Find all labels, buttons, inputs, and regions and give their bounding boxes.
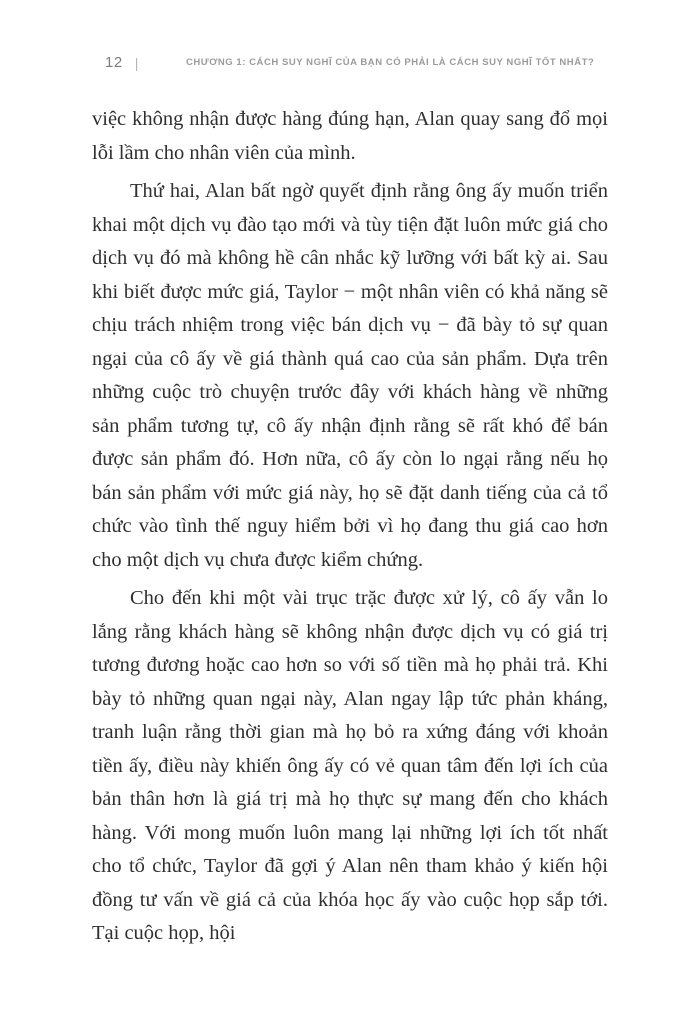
page-header <box>105 54 624 71</box>
header-divider: | <box>134 54 139 71</box>
page-number: 12 <box>105 54 123 71</box>
page-body-text <box>92 103 608 956</box>
paragraph: Cho đến khi một vài trục trặc được xử lý, cô ấy vẫn lo lắng rằng khách hàng sẽ không nhận được dịch vụ có giá trị tương đương hoặc cao hơn so với số tiền mà họ phải trả. Khi bày tỏ những quan ngại này, Alan ngay lập tức phản kháng, tranh luận rằng thời gian mà họ bỏ ra xứng đáng với khoản tiền ấy, điều này khiến ông ấy có vẻ quan tâm đến lợi ích của bản thân hơn là giá trị mà họ thực sự mang đến cho khách hàng. Với mong muốn luôn mang lại những lợi ích tốt nhất cho tổ chức, Taylor đã gợi ý Alan nên tham khảo ý kiến hội đồng tư vấn về giá cả của khóa học ấy vào cuộc họp sắp tới. Tại cuộc họp, hội <box>92 587 608 944</box>
paragraph-continuation: việc không nhận được hàng đúng hạn, Alan quay sang đổ mọi lỗi lầm cho nhân viên của mình. <box>92 108 608 164</box>
chapter-title: CHƯƠNG 1: CÁCH SUY NGHĨ CỦA BẠN CÓ PHẢI LÀ CÁCH SUY NGHĨ TỐT NHẤT? <box>185 57 595 68</box>
paragraph: Thứ hai, Alan bất ngờ quyết định rằng ông ấy muốn triển khai một dịch vụ đào tạo mới và tùy tiện đặt luôn mức giá cho dịch vụ đó mà không hề cân nhắc kỹ lưỡng với bất kỳ ai. Sau khi biết được mức giá, Taylor − một nhân viên có khả năng sẽ chịu trách nhiệm trong việc bán dịch vụ − đã bày tỏ sự quan ngại của cô ấy về giá thành quá cao của sản phẩm. Dựa trên những cuộc trò chuyện trước đây với khách hàng về những sản phẩm tương tự, cô ấy nhận định rằng sẽ rất khó để bán được sản phẩm đó. Hơn nữa, cô ấy còn lo ngại rằng nếu họ bán sản phẩm với mức giá này, họ sẽ đặt danh tiếng của cả tổ chức vào tình thế nguy hiểm bởi vì họ đang thu giá cao hơn cho một dịch vụ chưa được kiểm chứng. <box>92 180 608 571</box>
